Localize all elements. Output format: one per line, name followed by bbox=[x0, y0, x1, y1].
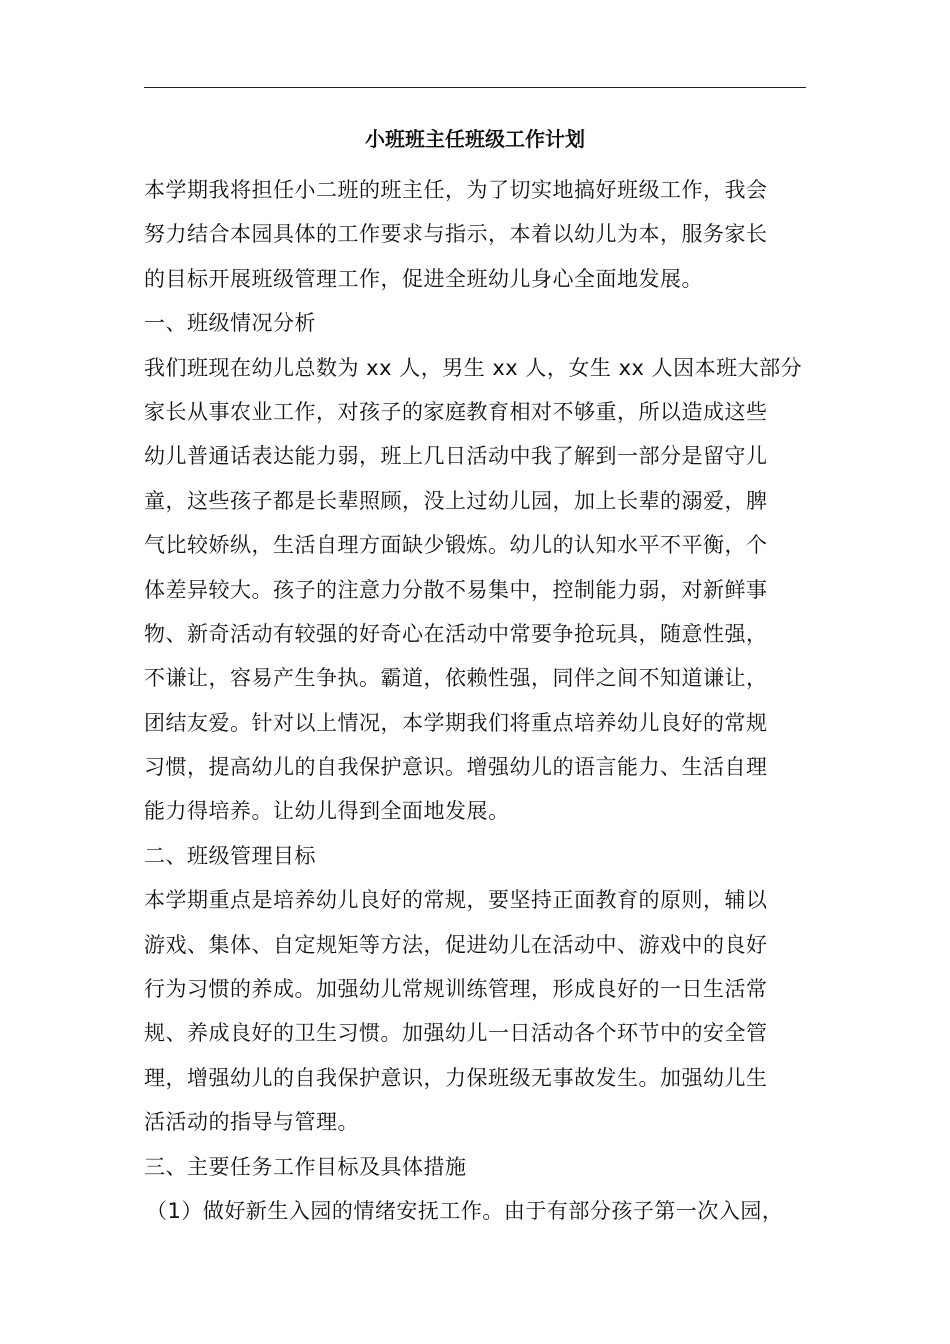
paragraph-line: 游戏、集体、自定规矩等方法，促进幼儿在活动中、游戏中的良好 bbox=[144, 932, 768, 957]
paragraph-line: 团结友爱。针对以上情况，本学期我们将重点培养幼儿良好的常规 bbox=[144, 710, 768, 735]
section-heading-3: 三、主要任务工作目标及具体措施 bbox=[144, 1154, 467, 1179]
section-heading-1: 一、班级情况分析 bbox=[144, 311, 316, 336]
paragraph-line: 幼儿普通话表达能力弱，班上几日活动中我了解到一部分是留守儿 bbox=[144, 444, 768, 469]
section-heading-2: 二、班级管理目标 bbox=[144, 843, 316, 868]
document-body bbox=[144, 168, 806, 1233]
header-rule bbox=[144, 87, 806, 88]
paragraph-line: 体差异较大。孩子的注意力分散不易集中，控制能力弱，对新鲜事 bbox=[144, 577, 768, 602]
paragraph-line: 我们班现在幼儿总数为 xx 人，男生 xx 人，女生 xx 人因本班大部分 bbox=[144, 355, 803, 380]
paragraph-line: 活活动的指导与管理。 bbox=[144, 1110, 359, 1135]
paragraph-line: 能力得培养。让幼儿得到全面地发展。 bbox=[144, 799, 510, 824]
paragraph-line: 本学期我将担任小二班的班主任，为了切实地搞好班级工作，我会 bbox=[144, 178, 768, 202]
document-title: 小班班主任班级工作计划 bbox=[365, 127, 585, 151]
paragraph-line: 规、养成良好的卫生习惯。加强幼儿一日活动各个环节中的安全管 bbox=[144, 1021, 768, 1046]
paragraph-line: 本学期重点是培养幼儿良好的常规，要坚持正面教育的原则，辅以 bbox=[144, 888, 768, 913]
paragraph-line: 童，这些孩子都是长辈照顾，没上过幼儿园，加上长辈的溺爱，脾 bbox=[144, 488, 768, 513]
paragraph-line: 理，增强幼儿的自我保护意识，力保班级无事故发生。加强幼儿生 bbox=[144, 1065, 768, 1090]
paragraph-line: 物、新奇活动有较强的好奇心在活动中常要争抢玩具，随意性强， bbox=[144, 621, 768, 646]
paragraph-line: 的目标开展班级管理工作，促进全班幼儿身心全面地发展。 bbox=[144, 266, 703, 291]
paragraph-line: 家长从事农业工作，对孩子的家庭教育相对不够重，所以造成这些 bbox=[144, 399, 768, 424]
paragraph-line: 不谦让，容易产生争执。霸道，依赖性强，同伴之间不知道谦让， bbox=[144, 666, 768, 691]
paragraph-line: 习惯，提高幼儿的自我保护意识。增强幼儿的语言能力、生活自理 bbox=[144, 755, 768, 780]
paragraph-line: 气比较娇纵，生活自理方面缺少锻炼。幼儿的认知水平不平衡，个 bbox=[144, 533, 768, 558]
list-item-line: （1）做好新生入园的情绪安抚工作。由于有部分孩子第一次入园， bbox=[146, 1198, 784, 1223]
paragraph-line: 努力结合本园具体的工作要求与指示，本着以幼儿为本，服务家长 bbox=[144, 222, 768, 247]
paragraph-line: 行为习惯的养成。加强幼儿常规训练管理，形成良好的一日生活常 bbox=[144, 977, 768, 1002]
